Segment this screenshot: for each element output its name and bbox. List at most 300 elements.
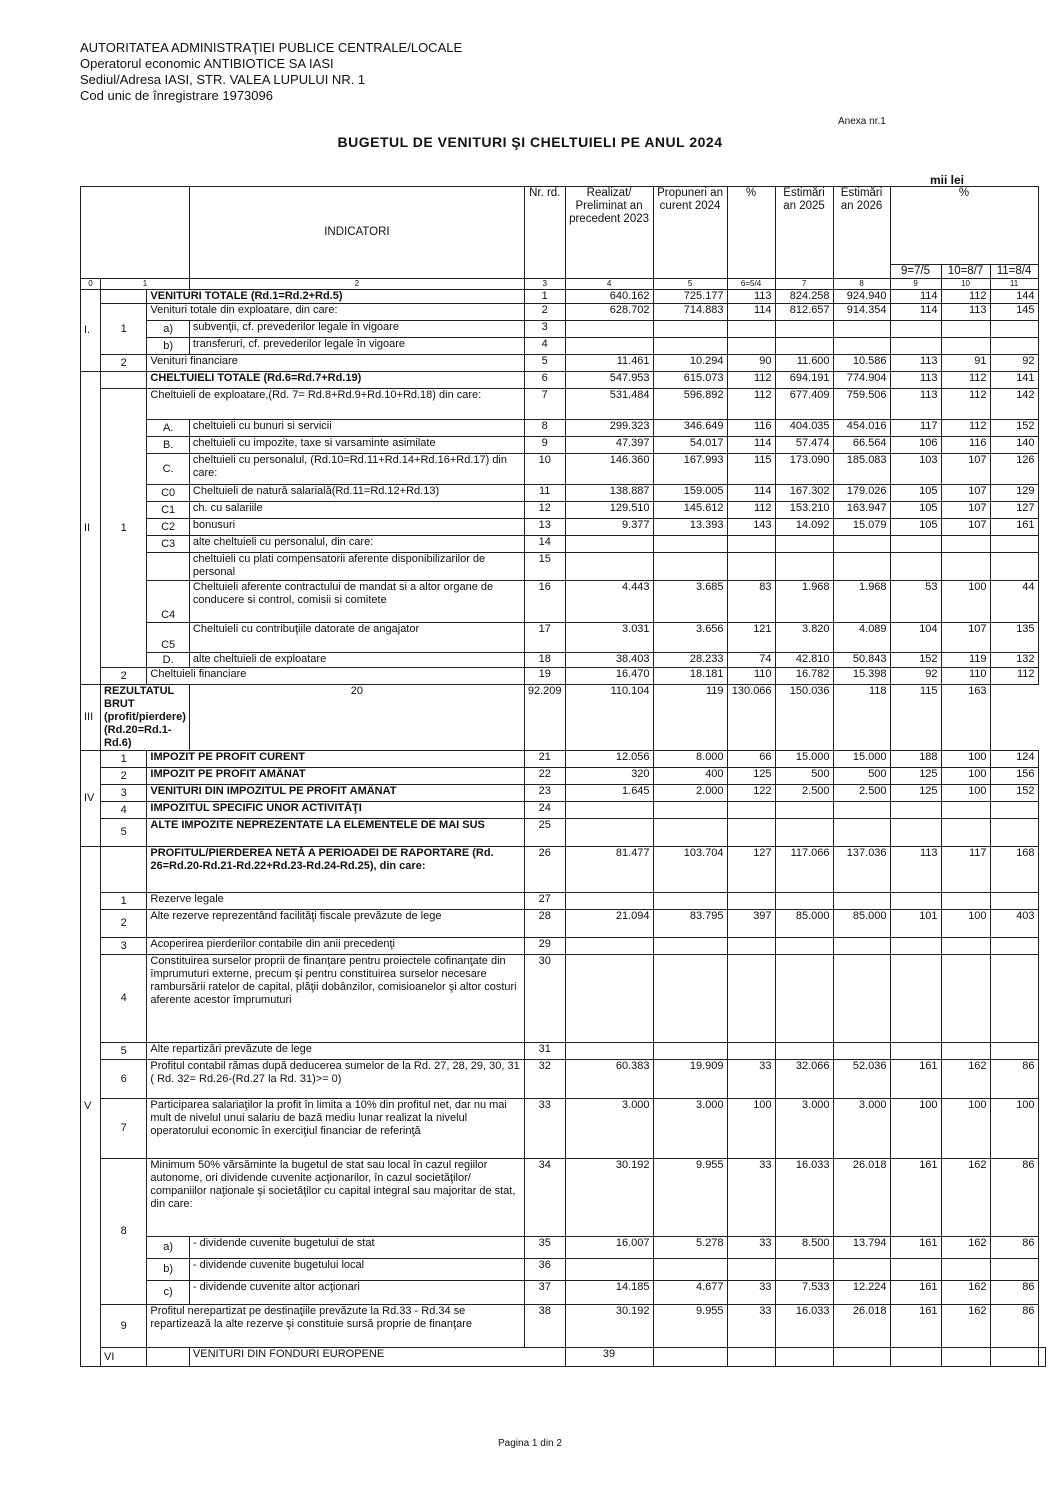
- value-cell-v6: 114: [727, 437, 775, 454]
- section-numeral-cell: I.: [81, 290, 101, 372]
- value-cell-v7: 16.033: [775, 1305, 833, 1348]
- value-cell-v11: 142: [990, 389, 1038, 420]
- value-cell-v5: 3.685: [653, 581, 727, 623]
- value-cell-v8: 15.079: [833, 519, 890, 536]
- value-cell-v7: [775, 938, 833, 955]
- table-row: [81, 847, 1046, 893]
- table-row: [81, 623, 1046, 653]
- value-cell-v5: 3.000: [653, 1099, 727, 1159]
- value-cell-v7: [775, 955, 833, 1043]
- value-cell-v7: 8.500: [775, 1237, 833, 1259]
- table-row: [81, 1348, 1046, 1367]
- section-numeral-cell: IV: [81, 751, 101, 847]
- value-cell-v5: [653, 938, 727, 955]
- index-cell: 11: [990, 279, 1038, 290]
- value-cell-v10: [990, 1348, 1038, 1367]
- value-cell-v11: [990, 321, 1038, 338]
- value-cell-v10: 115: [890, 685, 941, 751]
- value-cell-v11: [1038, 1348, 1045, 1367]
- value-cell-v7: 32.066: [775, 1060, 833, 1099]
- item-number-cell: 3: [101, 938, 147, 955]
- value-cell-v10: [941, 802, 990, 819]
- header-p10: 10=8/7: [941, 265, 990, 279]
- value-cell-v6: 127: [727, 847, 775, 893]
- value-cell-v10: 117: [941, 847, 990, 893]
- value-cell-v8: 185.083: [833, 454, 890, 485]
- item-number-cell: [147, 1348, 190, 1367]
- value-cell-v4: [565, 1043, 653, 1060]
- value-cell-v5: 596.892: [653, 389, 727, 420]
- index-cell: 4: [565, 279, 653, 290]
- value-cell-v5: 2.000: [653, 785, 727, 802]
- row-number-cell: 6: [524, 372, 565, 389]
- table-row: [81, 768, 1046, 785]
- value-cell-v5: 110.104: [565, 685, 653, 751]
- value-cell-v7: 404.035: [775, 420, 833, 437]
- value-cell-v6: 116: [727, 420, 775, 437]
- table-row: [81, 581, 1046, 623]
- value-cell-v5: 9.955: [653, 1159, 727, 1237]
- value-cell-v11: 135: [990, 623, 1038, 653]
- item-number-cell: 1: [101, 304, 147, 355]
- item-number-cell: 9: [101, 1305, 147, 1348]
- value-cell-v5: [653, 955, 727, 1043]
- table-row: [81, 290, 1046, 304]
- row-number-cell: 37: [524, 1281, 565, 1305]
- item-number-cell: 1: [101, 751, 147, 768]
- table-header-row: [81, 187, 1046, 265]
- value-cell-v11: 152: [990, 785, 1038, 802]
- value-cell-v8: 13.794: [833, 1237, 890, 1259]
- value-cell-v6: 122: [727, 785, 775, 802]
- table-row: [81, 372, 1046, 389]
- sub-letter-cell: C5: [147, 623, 190, 653]
- value-cell-v8: 15.000: [833, 751, 890, 768]
- indicator-label: Constituirea surselor proprii de finanţare pentru proiectele cofinanţate din împrumuturi externe, precum şi pentru constituirea surselor necesare rambursării ratelor de capital, plăţii dobânzilor, comisioanelor şi altor costuri aferente acestor împrumuturi: [147, 955, 525, 1043]
- sub-letter-cell: A.: [147, 420, 190, 437]
- value-cell-v7: 1.968: [775, 581, 833, 623]
- value-cell-v5: 13.393: [653, 519, 727, 536]
- indicator-label: subvenţii, cf. prevederilor legale în vigoare: [189, 321, 524, 338]
- table-row: [81, 1281, 1046, 1305]
- value-cell-v4: [565, 553, 653, 581]
- value-cell-v7: 167.302: [775, 485, 833, 502]
- value-cell-v7: 2.500: [775, 785, 833, 802]
- row-number-cell: 26: [524, 847, 565, 893]
- row-number-cell: 18: [524, 653, 565, 668]
- value-cell-v7: [775, 1043, 833, 1060]
- indicator-label: Cheltuieli cu contribuţiile datorate de angajator: [189, 623, 524, 653]
- value-cell-v5: [653, 321, 727, 338]
- row-number-cell: 20: [189, 685, 524, 751]
- value-cell-v11: 86: [990, 1305, 1038, 1348]
- value-cell-v6: [727, 893, 775, 910]
- value-cell-v8: [833, 819, 890, 847]
- indicator-label: Alte rezerve reprezentând facilităţi fiscale prevăzute de lege: [147, 910, 525, 938]
- indicator-label: - dividende cuvenite bugetului local: [189, 1259, 524, 1281]
- value-cell-v4: 531.484: [565, 389, 653, 420]
- value-cell-v4: 138.887: [565, 485, 653, 502]
- value-cell-v9: 125: [890, 768, 941, 785]
- row-number-cell: 32: [524, 1060, 565, 1099]
- value-cell-v8: 15.398: [833, 668, 890, 685]
- value-cell-v6: [727, 955, 775, 1043]
- value-cell-v8: 12.224: [833, 1281, 890, 1305]
- value-cell-v6: [727, 1043, 775, 1060]
- table-row: [81, 338, 1046, 355]
- sub-letter-cell: D.: [147, 653, 190, 668]
- value-cell-v10: [941, 1043, 990, 1060]
- value-cell-v6: 33: [727, 1237, 775, 1259]
- value-cell-v9: [941, 1348, 990, 1367]
- row-number-cell: 23: [524, 785, 565, 802]
- value-cell-v4: 30.192: [565, 1159, 653, 1237]
- value-cell-v9: [890, 553, 941, 581]
- value-cell-v11: 168: [990, 847, 1038, 893]
- row-number-cell: 22: [524, 768, 565, 785]
- indicator-label: VENITURI TOTALE (Rd.1=Rd.2+Rd.5): [147, 290, 525, 304]
- value-cell-v6: [727, 802, 775, 819]
- value-cell-v6: 115: [727, 454, 775, 485]
- sub-letter-cell: B.: [147, 437, 190, 454]
- indicator-label: Venituri totale din exploatare, din care:: [147, 304, 525, 321]
- value-cell-v9: [890, 893, 941, 910]
- header-est-2026: Estimări an 2026: [833, 187, 890, 279]
- value-cell-v4: 299.323: [565, 420, 653, 437]
- value-cell-v5: 9.955: [653, 1305, 727, 1348]
- row-number-cell: 9: [524, 437, 565, 454]
- value-cell-v4: [565, 1259, 653, 1281]
- value-cell-v8: 1.968: [833, 581, 890, 623]
- row-number-cell: 1: [524, 290, 565, 304]
- value-cell-v6: 33: [727, 1159, 775, 1237]
- value-cell-v6: 112: [727, 502, 775, 519]
- value-cell-v4: [565, 536, 653, 553]
- indicator-label: Venituri financiare: [147, 355, 525, 372]
- indicator-label: Participarea salariaţilor la profit în limita a 10% din profitul net, dar nu mai mult de nivelul unui salariu de bază mediu lunar realizat la nivelul operatorului economic în exerciţiul financiar de referinţă: [147, 1099, 525, 1159]
- value-cell-v6: 110: [727, 668, 775, 685]
- row-number-cell: 5: [524, 355, 565, 372]
- value-cell-v4: 640.162: [565, 290, 653, 304]
- item-number-cell: 4: [101, 802, 147, 819]
- value-cell-v11: [990, 1043, 1038, 1060]
- value-cell-v10: 162: [941, 1305, 990, 1348]
- row-number-cell: 4: [524, 338, 565, 355]
- indicator-label: - dividende cuvenite altor acţionari: [189, 1281, 524, 1305]
- value-cell-v11: 86: [990, 1237, 1038, 1259]
- value-cell-v5: 400: [653, 768, 727, 785]
- document-header: [80, 40, 462, 104]
- item-number-cell: 8: [101, 1159, 147, 1305]
- indicator-label: Profitul nerepartizat pe destinaţiile prevăzute la Rd.33 - Rd.34 se repartizează la alte rezerve şi constituie sursă proprie de finanţare: [147, 1305, 525, 1348]
- value-cell-v11: 163: [941, 685, 990, 751]
- item-number-cell: [101, 372, 147, 389]
- header-p11: 11=8/4: [990, 265, 1038, 279]
- header-realizat: Realizat/ Preliminat an precedent 2023: [565, 187, 653, 279]
- value-cell-v4: 1.645: [565, 785, 653, 802]
- value-cell-v8: 52.036: [833, 1060, 890, 1099]
- value-cell-v6: 121: [727, 623, 775, 653]
- value-cell-v4: [565, 893, 653, 910]
- header-p9: 9=7/5: [890, 265, 941, 279]
- index-cell: 1: [101, 279, 190, 290]
- value-cell-v4: 146.360: [565, 454, 653, 485]
- value-cell-v9: 92: [890, 668, 941, 685]
- value-cell-v10: [941, 338, 990, 355]
- value-cell-v6: 100: [727, 1099, 775, 1159]
- sub-letter-cell: C.: [147, 454, 190, 485]
- value-cell-v9: [890, 1259, 941, 1281]
- value-cell-v4: 129.510: [565, 502, 653, 519]
- value-cell-v7: 173.090: [775, 454, 833, 485]
- row-number-cell: 10: [524, 454, 565, 485]
- value-cell-v7: 3.000: [775, 1099, 833, 1159]
- table-row: [81, 1099, 1046, 1159]
- item-number-cell: 5: [101, 1043, 147, 1060]
- table-row: [81, 519, 1046, 536]
- value-cell-v4: 16.007: [565, 1237, 653, 1259]
- item-number-cell: 5: [101, 819, 147, 847]
- indicator-label: IMPOZITUL SPECIFIC UNOR ACTIVITĂŢI: [147, 802, 525, 819]
- row-number-cell: 39: [565, 1348, 653, 1367]
- value-cell-v11: 141: [990, 372, 1038, 389]
- annex-label: Anexa nr.1: [838, 116, 886, 127]
- table-row: [81, 553, 1046, 581]
- value-cell-v10: 112: [941, 389, 990, 420]
- value-cell-v4: [565, 802, 653, 819]
- row-number-cell: 38: [524, 1305, 565, 1348]
- indicator-label: Profitul contabil rămas după deducerea sumelor de la Rd. 27, 28, 29, 30, 31 ( Rd. 32= Rd.26-(Rd.27 la Rd. 31)>= 0): [147, 1060, 525, 1099]
- value-cell-v7: 7.533: [775, 1281, 833, 1305]
- row-number-cell: 25: [524, 819, 565, 847]
- value-cell-v7: 42.810: [775, 653, 833, 668]
- value-cell-v6: 112: [727, 372, 775, 389]
- value-cell-v11: [990, 1259, 1038, 1281]
- indicator-label: Rezerve legale: [147, 893, 525, 910]
- value-cell-v9: 103: [890, 454, 941, 485]
- value-cell-v5: [653, 802, 727, 819]
- value-cell-v11: [990, 819, 1038, 847]
- item-number-cell: [101, 847, 147, 893]
- item-number-cell: 2: [101, 668, 147, 685]
- value-cell-v9: [890, 955, 941, 1043]
- row-number-cell: 31: [524, 1043, 565, 1060]
- value-cell-v10: 107: [941, 502, 990, 519]
- header-est-2025: Estimări an 2025: [775, 187, 833, 279]
- value-cell-v5: [727, 1348, 775, 1367]
- value-cell-v7: 14.092: [775, 519, 833, 536]
- value-cell-v11: 132: [990, 653, 1038, 668]
- value-cell-v6: 112: [727, 389, 775, 420]
- indicator-label: CHELTUIELI TOTALE (Rd.6=Rd.7+Rd.19): [147, 372, 525, 389]
- value-cell-v7: 677.409: [775, 389, 833, 420]
- index-cell: 9: [890, 279, 941, 290]
- value-cell-v11: 86: [990, 1281, 1038, 1305]
- value-cell-v4: 30.192: [565, 1305, 653, 1348]
- value-cell-v9: 125: [890, 785, 941, 802]
- document-title: BUGETUL DE VENITURI ŞI CHELTUIELI PE ANUL 2024: [337, 134, 723, 150]
- row-number-cell: 12: [524, 502, 565, 519]
- value-cell-v8: 150.036: [775, 685, 833, 751]
- value-cell-v7: 824.258: [775, 290, 833, 304]
- value-cell-v4: 38.403: [565, 653, 653, 668]
- value-cell-v5: 615.073: [653, 372, 727, 389]
- value-cell-v4: 12.056: [565, 751, 653, 768]
- indicator-label: Cheltuieli de natură salarială(Rd.11=Rd.12+Rd.13): [189, 485, 524, 502]
- indicator-label: PROFITUL/PIERDEREA NETĂ A PERIOADEI DE RAPORTARE (Rd. 26=Rd.20-Rd.21-Rd.22+Rd.23-Rd.24-Rd.25), din care:: [147, 847, 525, 893]
- table-row: [81, 653, 1046, 668]
- value-cell-v10: 110: [941, 668, 990, 685]
- value-cell-v8: [833, 938, 890, 955]
- value-cell-v8: [833, 1259, 890, 1281]
- value-cell-v10: 162: [941, 1237, 990, 1259]
- value-cell-v6: 74: [727, 653, 775, 668]
- value-cell-v4: 47.397: [565, 437, 653, 454]
- value-cell-v4: 14.185: [565, 1281, 653, 1305]
- value-cell-v9: 161: [890, 1159, 941, 1237]
- value-cell-v4: [565, 819, 653, 847]
- value-cell-v7: 85.000: [775, 910, 833, 938]
- sub-letter-cell: b): [147, 1259, 190, 1281]
- value-cell-v6: 66: [727, 751, 775, 768]
- value-cell-v4: 60.383: [565, 1060, 653, 1099]
- value-cell-v6: [727, 553, 775, 581]
- row-number-cell: 17: [524, 623, 565, 653]
- value-cell-v8: 26.018: [833, 1305, 890, 1348]
- value-cell-v10: 107: [941, 519, 990, 536]
- indicator-label: transferuri, cf. prevederilor legale în vigoare: [189, 338, 524, 355]
- value-cell-v11: [990, 338, 1038, 355]
- index-cell: 10: [941, 279, 990, 290]
- indicator-label: VENITURI DIN FONDURI EUROPENE: [189, 1348, 565, 1367]
- row-number-cell: 7: [524, 389, 565, 420]
- value-cell-v5: [653, 819, 727, 847]
- value-cell-v4: 3.000: [565, 1099, 653, 1159]
- value-cell-v10: 100: [941, 910, 990, 938]
- value-cell-v10: 162: [941, 1281, 990, 1305]
- value-cell-v5: 28.233: [653, 653, 727, 668]
- row-number-cell: 14: [524, 536, 565, 553]
- value-cell-v5: [653, 1259, 727, 1281]
- value-cell-v4: 547.953: [565, 372, 653, 389]
- row-number-cell: 29: [524, 938, 565, 955]
- indicator-label: cheltuieli cu plati compensatorii aferente disponibilizarilor de personal: [189, 553, 524, 581]
- value-cell-v8: 137.036: [833, 847, 890, 893]
- value-cell-v6: 33: [727, 1060, 775, 1099]
- indicator-label: bonusuri: [189, 519, 524, 536]
- value-cell-v11: 100: [990, 1099, 1038, 1159]
- value-cell-v9: 161: [890, 1305, 941, 1348]
- header-indicators: INDICATORI: [189, 187, 524, 279]
- table-row: [81, 1159, 1046, 1237]
- value-cell-v8: 500: [833, 768, 890, 785]
- value-cell-v11: [990, 893, 1038, 910]
- value-cell-v8: [833, 553, 890, 581]
- value-cell-v7: 117.066: [775, 847, 833, 893]
- header-nr: Nr. rd.: [524, 187, 565, 279]
- value-cell-v9: [890, 1043, 941, 1060]
- value-cell-v8: 924.940: [833, 290, 890, 304]
- row-number-cell: 35: [524, 1237, 565, 1259]
- value-cell-v10: 100: [941, 1099, 990, 1159]
- row-number-cell: 11: [524, 485, 565, 502]
- value-cell-v4: 628.702: [565, 304, 653, 321]
- value-cell-v4: 4.443: [565, 581, 653, 623]
- indicator-label: REZULTATUL BRUT (profit/pierdere) (Rd.20=Rd.1-Rd.6): [101, 685, 190, 751]
- value-cell-v8: [890, 1348, 941, 1367]
- value-cell-v9: 152: [890, 653, 941, 668]
- indicator-label: Alte repartizări prevăzute de lege: [147, 1043, 525, 1060]
- table-row: [81, 1043, 1046, 1060]
- header-percent: %: [727, 187, 775, 279]
- value-cell-v10: 107: [941, 623, 990, 653]
- item-number-cell: 2: [101, 768, 147, 785]
- value-cell-v9: 188: [890, 751, 941, 768]
- value-cell-v4: 320: [565, 768, 653, 785]
- value-cell-v11: [990, 955, 1038, 1043]
- section-numeral-cell: III: [81, 685, 101, 751]
- value-cell-v7: 694.191: [775, 372, 833, 389]
- value-cell-v5: 4.677: [653, 1281, 727, 1305]
- indicator-label: Minimum 50% vărsăminte la bugetul de stat sau local în cazul regiilor autonome, ori dividende cuvenite acţionarilor, în cazul societăţilor/ companiilor naţionale şi societăţilor cu capital integral sau majoritar de stat, din care:: [147, 1159, 525, 1237]
- value-cell-v8: [833, 1043, 890, 1060]
- value-cell-v8: [833, 321, 890, 338]
- value-cell-v9: 161: [890, 1281, 941, 1305]
- row-number-cell: 13: [524, 519, 565, 536]
- indicator-label: ch. cu salariile: [189, 502, 524, 519]
- value-cell-v7: 153.210: [775, 502, 833, 519]
- value-cell-v7: [833, 1348, 890, 1367]
- indicator-label: Acoperirea pierderilor contabile din anii precedenţi: [147, 938, 525, 955]
- value-cell-v10: 112: [941, 420, 990, 437]
- header-blank-cell: [81, 187, 190, 279]
- sub-letter-cell: a): [147, 1237, 190, 1259]
- value-cell-v8: 774.904: [833, 372, 890, 389]
- value-cell-v8: 10.586: [833, 355, 890, 372]
- value-cell-v7: 57.474: [775, 437, 833, 454]
- value-cell-v10: [941, 536, 990, 553]
- value-cell-v9: 161: [890, 1237, 941, 1259]
- table-row: [81, 751, 1046, 768]
- value-cell-v11: [990, 938, 1038, 955]
- table-row: [81, 1060, 1046, 1099]
- value-cell-v5: 8.000: [653, 751, 727, 768]
- table-row: [81, 685, 1046, 751]
- value-cell-v7: [775, 893, 833, 910]
- value-cell-v11: 124: [990, 751, 1038, 768]
- value-cell-v4: [565, 338, 653, 355]
- sub-letter-cell: C4: [147, 581, 190, 623]
- table-row: [81, 893, 1046, 910]
- value-cell-v11: 44: [990, 581, 1038, 623]
- sub-letter-cell: C1: [147, 502, 190, 519]
- value-cell-v7: 3.820: [775, 623, 833, 653]
- value-cell-v7: [775, 321, 833, 338]
- value-cell-v4: 21.094: [565, 910, 653, 938]
- value-cell-v9: 104: [890, 623, 941, 653]
- value-cell-v11: [990, 553, 1038, 581]
- sub-letter-cell: C3: [147, 536, 190, 553]
- value-cell-v11: 140: [990, 437, 1038, 454]
- value-cell-v9: 53: [890, 581, 941, 623]
- value-cell-v9: 113: [890, 355, 941, 372]
- row-number-cell: 19: [524, 668, 565, 685]
- value-cell-v10: 112: [941, 372, 990, 389]
- value-cell-v9: [890, 938, 941, 955]
- index-row: [81, 279, 1046, 290]
- row-number-cell: 30: [524, 955, 565, 1043]
- value-cell-v7: 16.782: [775, 668, 833, 685]
